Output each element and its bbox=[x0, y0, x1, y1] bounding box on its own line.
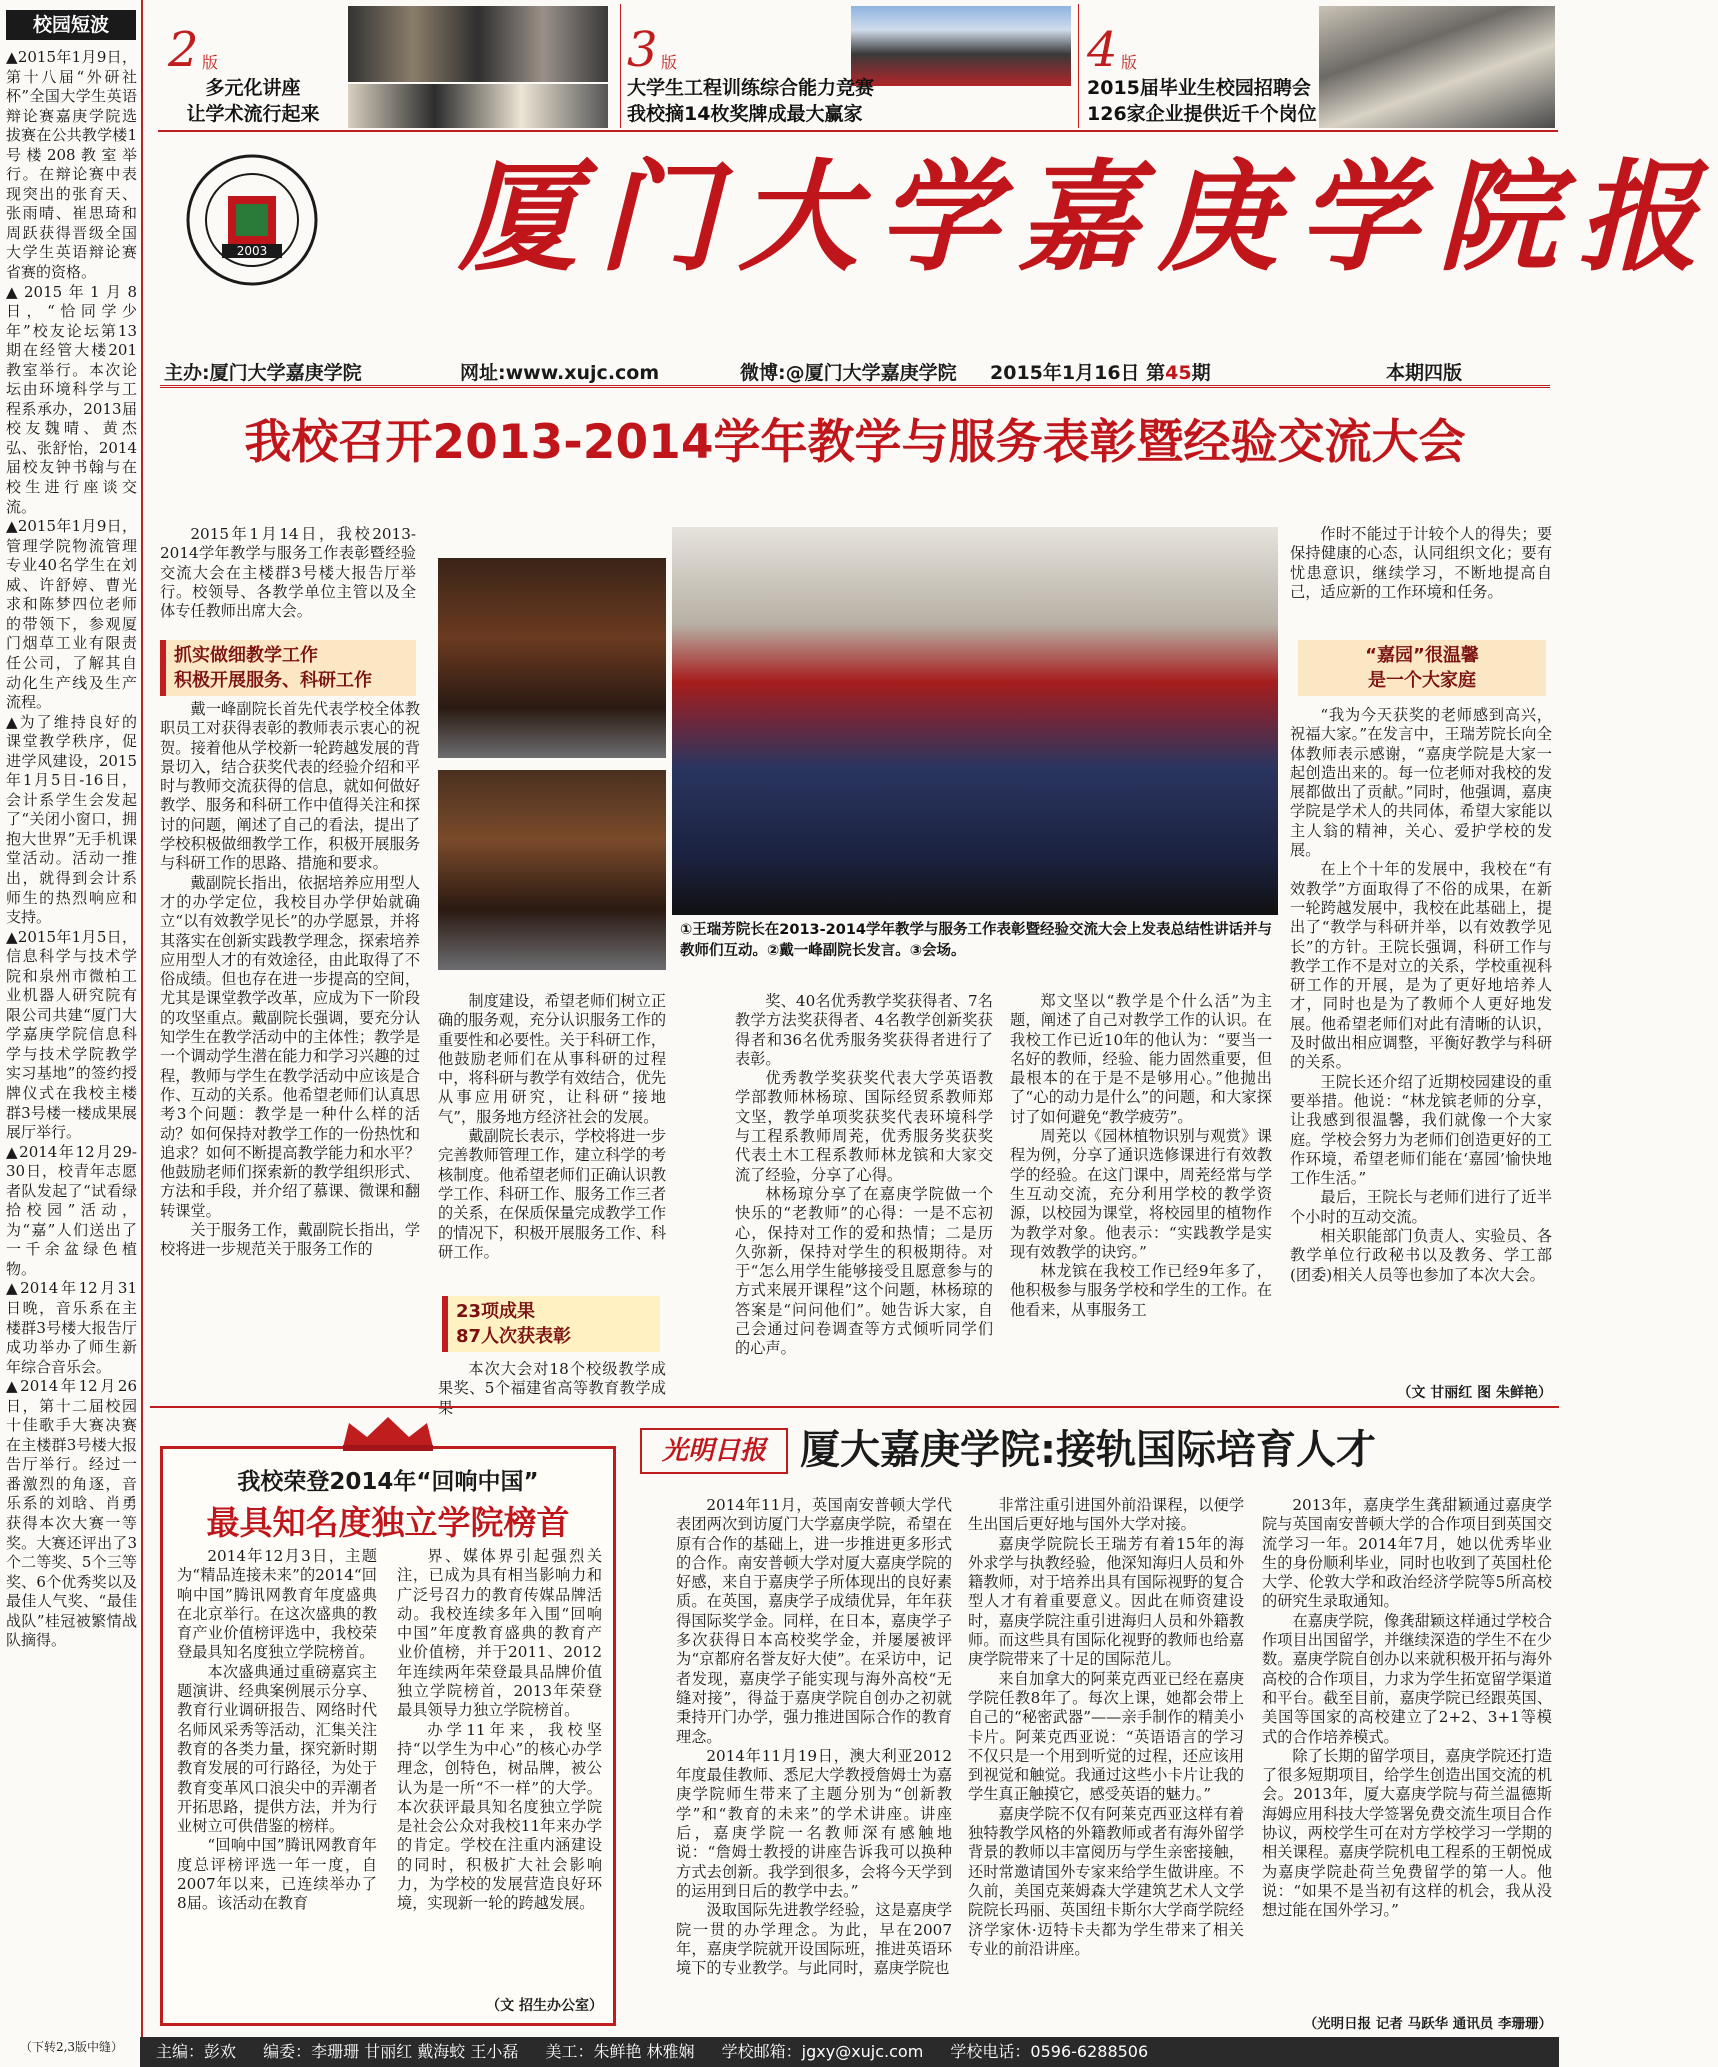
section-subhead: 23项成果 87人次获表彰 bbox=[442, 1296, 660, 1352]
article-credit: （光明日报 记者 马跃华 通讯员 李珊珊） bbox=[1303, 2016, 1552, 2032]
main-column-3: 奖、40名优秀教学奖获得者、7名教学方法奖获得者、4名教学创新奖获得者和36名优秀服务奖获得者进行了表彰。 优秀教学奖获奖代表大学英语教学部教师林杨琼、国际经贸系教师郑文坚，教学单项奖获奖代表环境科学与工程系教师周茺，优秀服务奖获奖代表土木工程系教师林龙镔和大家交流了经验，分享了心得。 林杨琼分享了在嘉庚学院做一个快乐的“老教师”的心得：一是不忘初心，保持对工作的爱和热情；二是历久弥新，保持对学生的积极期待。对于“怎么用学生能够接受且愿意参与的方式来展开课程”这个问题，林杨琼的答案是“问问他们”。她告诉大家，自己会通过问卷调查等方式倾听同学们的心声。 bbox=[735, 992, 993, 1358]
promo-page-label: 版 bbox=[1121, 53, 1138, 72]
promo-title-line: 让学术流行起来 bbox=[186, 103, 320, 125]
sponsor: 主办:厦门大学嘉庚学院 bbox=[164, 362, 362, 384]
promo-photo bbox=[851, 6, 1071, 86]
box-credit: （文 招生办公室） bbox=[486, 1998, 603, 2014]
college-seal-logo bbox=[184, 152, 320, 288]
main-column-1: 戴一峰副院长首先代表学校全体教职员工对获得表彰的教师表示衷心的祝贺。接着他从学校新一轮跨越发展的背景切入，结合获奖代表的经验介绍和平时与教师交流获得的信息，就如何做好教学、服务和科研工作中值得关注和探讨的问题，阐述了自己的看法，提出了学校积极做细教学工作，积极开展服务与科研工作的思路、措施和要求。 戴副院长指出，依据培养应用型人才的办学定位，我校目办学伊始就确立“以有效教学见长”的办学愿景，并将其落实在创新实践教学理念，探索培养应用型人才的有效途径，由此取得了不俗成绩。但也存在进一步提高的空间，尤其是课堂教学改革，应成为下一阶段的攻坚重点。戴副院长强调，要充分认知学生在教学活动中的主体性；教学是一个调动学生潜在能力和学习兴趣的过程，教师与学生在教学活动中应该是合作、互动的关系。他希望老师们认真思考3个问题：教学是一种什么样的活动？如何保持对教学工作的一份热忱和追求？如何不断提高教学能力和水平？他鼓励老师们探索新的教学组织形式、方法和手段，并介绍了慕课、微课和翻转课堂。 关于服务工作，戴副院长指出，学校将进一步规范关于服务工作的 bbox=[160, 700, 420, 1259]
promo-photo bbox=[348, 84, 608, 128]
logo-year: 2003 bbox=[236, 244, 268, 258]
brief-item: ▲2015年1月5日，信息科学与技术学院和泉州市微柏工业机器人研究院有限公司共建“厦门大学嘉庚学院信息科学与技术学院教学实习基地”的签约授牌仪式在我校主楼群3号楼一楼成果展展厅举行。 bbox=[6, 927, 137, 1142]
box-title: 最具知名度独立学院榜首 bbox=[206, 1503, 570, 1542]
promo-page-number: 4 bbox=[1087, 22, 1118, 78]
promo-page-number: 2 bbox=[168, 22, 199, 78]
brief-item: ▲为了维持良好的课堂教学秩序，促进学风建设，2015年1月5日-16日，会计系学生会发起了“关闭小窗口，拥抱大世界”无手机课堂活动。活动一推出，就得到会计系师生的热烈响应和支持。 bbox=[6, 712, 137, 927]
box-column-2: 界、媒体界引起强烈关注，已成为具有相当影响力和广泛号召力的教育传媒品牌活动。我校连续多年入围“回响中国”年度教育盛典的教育产业价值榜，并于2011、2012年连续两年荣登最具品牌价值独立学院榜首，2013年荣登最具领导力独立学院榜首。 办学11年来，我校坚持“以学生为中心”的核心办学理念，创特色，树品牌，被公认为是一所“不一样”的大学。本次获评最具知名度独立学院是社会公众对我校11年来办学的肯定。学校在注重内涵建设的同时，积极扩大社会影响力，为学校的发展营造良好环境，实现新一轮的跨越发展。 bbox=[397, 1547, 602, 1913]
newspaper-title: 厦门大学嘉庚学院报 bbox=[458, 147, 1718, 288]
photo-speaker-1 bbox=[438, 558, 666, 758]
footer-editorial-board: 编委：李珊珊 甘丽红 戴海蛟 王小磊 bbox=[263, 2042, 519, 2061]
footer-art: 美工：朱鲜艳 林雅娴 bbox=[545, 2042, 695, 2061]
photo-speaker-2 bbox=[438, 770, 666, 970]
promo-title-line: 我校摘14枚奖牌成最大赢家 bbox=[627, 103, 863, 125]
section-subhead: “嘉园”很温馨 是一个大家庭 bbox=[1298, 640, 1546, 696]
promo-photo bbox=[348, 6, 608, 82]
promo-page-4[interactable] bbox=[1078, 4, 1558, 128]
brief-item: ▲2015年1月9日，第十八届“外研社杯”全国大学生英语辩论赛嘉庚学院选拔赛在公共教学楼1号楼208教室举行。在辩论赛中表现突出的张育天、张雨晴、崔思琦和周跃获得晋级全国大学生英语辩论赛省赛的资格。 bbox=[6, 48, 137, 282]
news-brief-sidebar bbox=[0, 0, 143, 2067]
source-logo: 光明日报 bbox=[640, 1428, 788, 1474]
sidebar-title: 校园短波 bbox=[6, 10, 136, 40]
brief-item: ▲2014年12月29-30日，校青年志愿者队发起了“试看绿拾校园”活动，为“嘉”人们送出了一千余盆绿色植物。 bbox=[6, 1142, 137, 1278]
main-headline: 我校召开2013-2014学年教学与服务表彰暨经验交流大会 bbox=[244, 415, 1466, 470]
sidebar-briefs bbox=[6, 48, 137, 2033]
page-promo-strip bbox=[158, 4, 1558, 132]
footer-email[interactable]: 学校邮箱：jgxy@xujc.com bbox=[721, 2042, 924, 2061]
sidebar-continued-note: （下转2,3版中缝） bbox=[19, 2040, 124, 2054]
box-kicker: 我校荣登2014年“回响中国” bbox=[237, 1469, 539, 1495]
promo-page-label: 版 bbox=[202, 53, 219, 72]
footer-phone: 学校电话：0596-6288506 bbox=[950, 2042, 1149, 2061]
article-headline: 厦大嘉庚学院:接轨国际培育人才 bbox=[800, 1427, 1376, 1473]
main-credit: （文 甘丽红 图 朱鲜艳） bbox=[1397, 1385, 1552, 1401]
article-column-3: 2013年，嘉庚学生龚甜颖通过嘉庚学院与英国南安普顿大学的合作项目到英国交流学习一年。2014年7月，她以优秀毕业生的身份顺利毕业，同时也收到了英国杜伦大学、伦敦大学和政治经济学院等5所高校的研究生录取通知。 在嘉庚学院，像龚甜颖这样通过学校合作项目出国留学，并继续深造的学生不在少数。嘉庚学院自创办以来就积极开拓与海外高校的合作项目，力求为学生拓宽留学渠道和平台。截至目前，嘉庚学院已经跟英国、美国等国家的高校建立了2+2、3+1等模式的合作培养模式。 除了长期的留学项目，嘉庚学院还打造了很多短期项目，给学生创造出国交流的机会。2013年，厦大嘉庚学院与荷兰温德斯海姆应用科技大学签署免费交流生项目合作协议，两校学生可在对方学校学习一学期的相关课程。嘉庚学院机电工程系的王朝悦成为嘉庚学院赴荷兰免费留学的第一人。他说：“如果不是当初有这样的机会，我从没想过能在国外学习。” bbox=[1262, 1496, 1552, 1920]
brief-item: ▲2014年12月26日，第十二届校园十佳歌手大赛决赛在主楼群3号楼大报告厅举行。经过一番激烈的角逐，音乐系的刘晗、肖勇获得本次大赛一等奖。大赛还评出了3个二等奖、5个三等奖、6个优秀奖以及最佳人气奖、“最佳战队”桂冠被繁情战队摘得。 bbox=[6, 1377, 137, 1650]
box-column-1: 2014年12月3日，主题为“精品连接未来”的2014“回响中国”腾讯网教育年度盛典在北京举行。在这次盛典的教育产业价值榜评选中，我校荣登最具知名度独立学院榜首。 本次盛典通过重磅嘉宾主题演讲、经典案例展示分享、教育行业调研报告、网络时代名师风采秀等活动，汇集关注教育的各类力量，探究新时期教育发展的可行路径，为处于教育变革风口浪尖中的弄潮者开拓思路，提供方法，并为行业树立可供借鉴的榜样。 “回响中国”腾讯网教育年度总评榜评选一年一度，自2007年以来，已连续举办了8届。该活动在教育 bbox=[177, 1547, 377, 1913]
main-column-5-top: 作时不能过于计较个人的得失；要保持健康的心态，认同组织文化；要有忧患意识，继续学习，不断地提高自己，适应新的工作环境和任务。 bbox=[1290, 525, 1552, 601]
issue-date: 2015年1月16日 第45期 bbox=[990, 362, 1211, 384]
website-link[interactable]: 网址:www.xujc.com bbox=[460, 362, 660, 384]
section-subhead: 抓实做细教学工作 积极开展服务、科研工作 bbox=[160, 640, 416, 696]
promo-title-line: 126家企业提供近千个岗位 bbox=[1087, 103, 1317, 125]
footer-bar bbox=[140, 2037, 1559, 2067]
article-column-2: 非常注重引进国外前沿课程，以便学生出国后更好地与国外大学对接。 嘉庚学院院长王瑞芳有着15年的海外求学与执教经验，他深知海归人员和外籍教师，对于培养出具有国际视野的复合型人才有着重要意义。因此在师资建设时，嘉庚学院注重引进海归人员和外籍教师。而这些具有国际化视野的教师也给嘉庚学院带来了十足的国际范儿。 来自加拿大的阿莱克西亚已经在嘉庚学院任教8年了。每次上课，她都会带上自己的“秘密武器”——亲手制作的精美小卡片。阿莱克西亚说：“英语语言的学习不仅只是一个用到听觉的过程，还应该用到视觉和触觉。我通过这些小卡片让我的学生真正触摸它，感受英语的魅力。” 嘉庚学院不仅有阿莱克西亚这样有着独特教学风格的外籍教师或者有海外留学背景的教师以丰富阅历与学生亲密接触，还时常邀请国外专家来给学生做讲座。不久前，美国克莱姆森大学建筑艺术人文学院院长玛丽、英国纽卡斯尔大学商学院经济学家休·迈特卡夫都为学生带来了相关专业的前沿讲座。 bbox=[968, 1496, 1244, 1958]
masthead bbox=[158, 140, 1718, 300]
main-column-2-cont: 本次大会对18个校级教学成果奖、5个福建省高等教育教学成 bbox=[438, 1360, 666, 1398]
page-count: 本期四版 bbox=[1386, 362, 1463, 384]
ranking-news-box bbox=[160, 1446, 616, 2026]
main-intro: 2015年1月14日，我校2013-2014学年教学与服务工作表彰暨经验交流大会在主楼群3号楼大报告厅举行。校领导、各教学单位主管以及全体专任教师出席大会。 bbox=[160, 525, 416, 621]
promo-title-line: 2015届毕业生校园招聘会 bbox=[1087, 77, 1311, 99]
section-divider bbox=[150, 1406, 1559, 1408]
article-column-1: 2014年11月，英国南安普顿大学代表团两次到访厦门大学嘉庚学院，希望在原有合作的基础上，进一步推进更多形式的合作。南安普顿大学对厦大嘉庚学院的好感，来自于嘉庚学子所体现出的良好素质。在英国，嘉庚学子成绩优异，年年获得国际奖学金。同样，在日本，嘉庚学子多次获得日本高校奖学金，并屡屡被评为“京都府名誉友好大使”。在采访中，记者发现，嘉庚学子能实现与海外高校“无缝对接”，得益于嘉庚学院自创办之初就秉持开门办学，强力推进国际合作的教育理念。 2014年11月19日，澳大利亚2012年度最佳教师、悉尼大学教授詹姆士为嘉庚学院师生带来了主题分别为“创新教学”和“教育的未来”的学术讲座。讲座后，嘉庚学院一名教师深有感触地说：“詹姆士教授的讲座告诉我可以换种方式去创新。我学到很多，会将今天学到的运用到日后的教学中去。” 汲取国际先进教学经验，这是嘉庚学院一贯的办学理念。为此，早在2007年，嘉庚学院就开设国际班，推进英语环境下的专业教学。与此同时，嘉庚学院也 bbox=[676, 1496, 952, 1978]
main-column-2: 制度建设，希望老师们树立正确的服务观，充分认识服务工作的重要性和必要性。关于科研工作，他鼓励老师们在从事科研的过程中，将科研与教学有效结合，优先从事应用研究，让科研“接地气”，服务地方经济社会的发展。 戴副院长表示，学校将进一步完善教师管理工作，建立科学的考核制度。他希望老师们正确认识教学工作、科研工作、服务工作三者的关系，在保质保量完成教学工作的情况下，积极开展服务工作、科研工作。 bbox=[438, 992, 666, 1261]
footer-editor: 主编：彭欢 bbox=[156, 2042, 237, 2061]
brief-item: ▲2015年1月8日，“恰同学少年”校友论坛第13期在经管大楼201教室举行。本次论坛由环境科学与工程系承办，2013届校友魏晴、黄杰弘、张舒怡，2014届校友钟书翰与在校生进行座谈交流。 bbox=[6, 282, 137, 516]
main-column-5: “我为今天获奖的老师感到高兴，祝福大家。”在发言中，王瑞芳院长向全体教师表示感谢，“嘉庚学院是大家一起创造出来的。每一位老师对我校的发展都做出了贡献。”同时，他强调，嘉庚学院是学术人的共同体，希望大家能以主人翁的精神，关心、爱护学校的发展。 在上个十年的发展中，我校在“有效教学”方面取得了不俗的成果，在新一轮跨越发展中，我校在此基础上，提出了“教学与科研并举，以有效教学见长”的方针。王院长强调，科研工作与教学工作不是对立的关系，学校重视科研工作的开展，是为了更好地培养人才，同时也是为了教师个人更好地发展。他希望老师们对此有清晰的认识，及时做出相应调整，平衡好教学与科研的关系。 王院长还介绍了近期校园建设的重要举措。他说：“林龙镔老师的分享，让我感到很温馨，我们就像一个大家庭。学校会努力为老师们创造更好的工作环境，希望老师们能在‘嘉园’愉快地工作生活。” 最后，王院长与老师们进行了近半个小时的互动交流。 相关职能部门负责人、实验员、各教学单位行政秘书以及教务、学工部(团委)相关人员等也参加了本次大会。 bbox=[1290, 706, 1552, 1284]
promo-page-3[interactable] bbox=[620, 4, 1076, 128]
promo-page-number: 3 bbox=[627, 22, 658, 78]
crown-icon bbox=[333, 1413, 443, 1453]
promo-title-line: 大学生工程训练综合能力竞赛 bbox=[627, 77, 875, 99]
weibo-account[interactable]: 微博:@厦门大学嘉庚学院 bbox=[740, 362, 957, 384]
photo-auditorium bbox=[672, 527, 1278, 915]
main-column-4: 郑文坚以“教学是个什么活”为主题，阐述了自己对教学工作的认识。在我校工作已近10年的他认为：“要当一名好的教师，经验、能力固然重要，但最根本的在于是不是够用心。”他抛出了“心的动力是什么”的问题，和大家探讨了如何避免“教学疲劳”。 周茺以《园林植物识别与观赏》课程为例，分享了通识选修课进行有效教学的经验。在这门课中，周茺经常与学生互动交流，充分利用学校的教学资源，以校园为课堂，将校园里的植物作为教学对象。他表示：“实践教学是实现有效教学的诀窍。” 林龙镔在我校工作已经9年多了，他积极参与服务学校和学生的工作。在他看来，从事服务工 bbox=[1010, 992, 1272, 1319]
promo-title-line: 多元化讲座 bbox=[205, 77, 301, 99]
promo-page-2[interactable] bbox=[158, 4, 618, 128]
issue-info-bar bbox=[160, 352, 1550, 388]
issue-number: 45 bbox=[1165, 362, 1192, 384]
photo-caption: ①王瑞芳院长在2013-2014学年教学与服务工作表彰暨经验交流大会上发表总结性讲话并与教师们互动。②戴一峰副院长发言。③会场。 bbox=[680, 922, 1273, 959]
brief-item: ▲2014年12月31日晚，音乐系在主楼群3号楼大报告厅成功举办了师生新年综合音乐会。 bbox=[6, 1279, 137, 1376]
promo-page-label: 版 bbox=[661, 53, 678, 72]
brief-item: ▲2015年1月9日，管理学院物流管理专业40名学生在刘威、许舒婷、曹光求和陈梦四位老师的带领下，参观厦门烟草工业有限责任公司，了解其自动化生产线及生产流程。 bbox=[6, 517, 137, 712]
